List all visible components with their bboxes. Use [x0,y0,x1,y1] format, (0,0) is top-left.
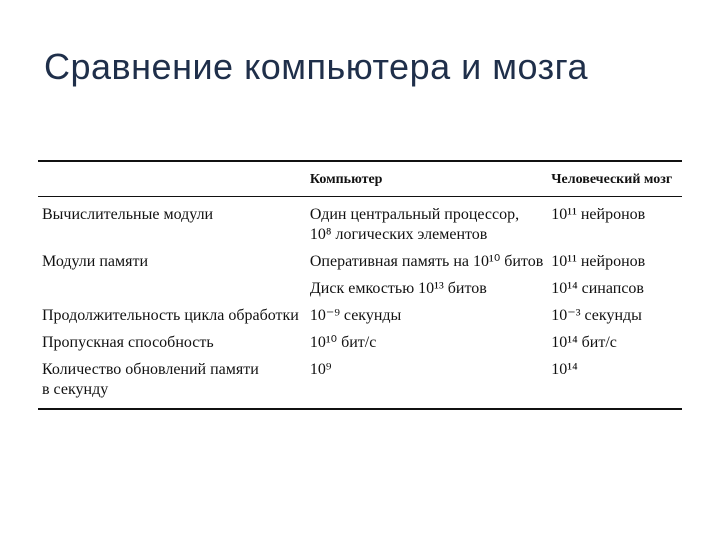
table-row [38,302,682,329]
brain-value [547,356,682,409]
computer-value-line: 10¹⁰ бит/с [309,334,377,351]
brain-value-line: 10¹¹ нейронов [551,206,646,223]
table-row [38,329,682,356]
table-row [38,248,682,275]
row-label-line: Пропускная способность [42,334,214,351]
computer-value-line: Оперативная память на 10¹⁰ битов [309,253,544,270]
row-label-line: Модули памяти [42,253,149,270]
table-header-row [38,161,682,197]
brain-value-line: 10⁻³ секунды [551,307,642,324]
computer-value [306,248,547,275]
brain-value [547,275,682,302]
brain-value-line: 10¹¹ нейронов [551,253,646,270]
computer-value-line: Один центральный процессор, [309,206,520,223]
brain-value [547,248,682,275]
row-label-line: Вычислительные модули [42,206,214,223]
row-label [38,356,306,409]
row-label [38,248,306,275]
row-label [38,329,306,356]
comparison-table [38,160,682,410]
computer-value-line: 10⁹ [309,361,332,378]
computer-value-line: 10⁸ логических элементов [309,226,488,243]
table-row [38,356,682,409]
row-label-line: в секунду [42,381,109,398]
table-row [38,275,682,302]
header-brain: Человеческий мозг [547,161,682,197]
slide-title: Сравнение компьютера и мозга [44,46,588,87]
brain-value [547,197,682,249]
brain-value [547,329,682,356]
header-computer: Компьютер [306,161,547,197]
row-label [38,302,306,329]
computer-value [306,356,547,409]
row-label [38,197,306,249]
row-label [38,275,306,302]
computer-value [306,302,547,329]
header-parameter [38,161,306,197]
comparison-table-container [38,160,682,410]
brain-value-line: 10¹⁴ бит/с [551,334,617,351]
brain-value [547,302,682,329]
computer-value-line: 10⁻⁹ секунды [309,307,402,324]
computer-value [306,275,547,302]
brain-value-line: 10¹⁴ [551,361,578,378]
computer-value-line: Диск емкостью 10¹³ битов [309,280,487,297]
computer-value [306,197,547,249]
table-row [38,197,682,249]
row-label-line: Количество обновлений памяти [42,361,259,378]
brain-value-line: 10¹⁴ синапсов [551,280,644,297]
row-label-line: Продолжительность цикла обработки [42,307,299,324]
computer-value [306,329,547,356]
